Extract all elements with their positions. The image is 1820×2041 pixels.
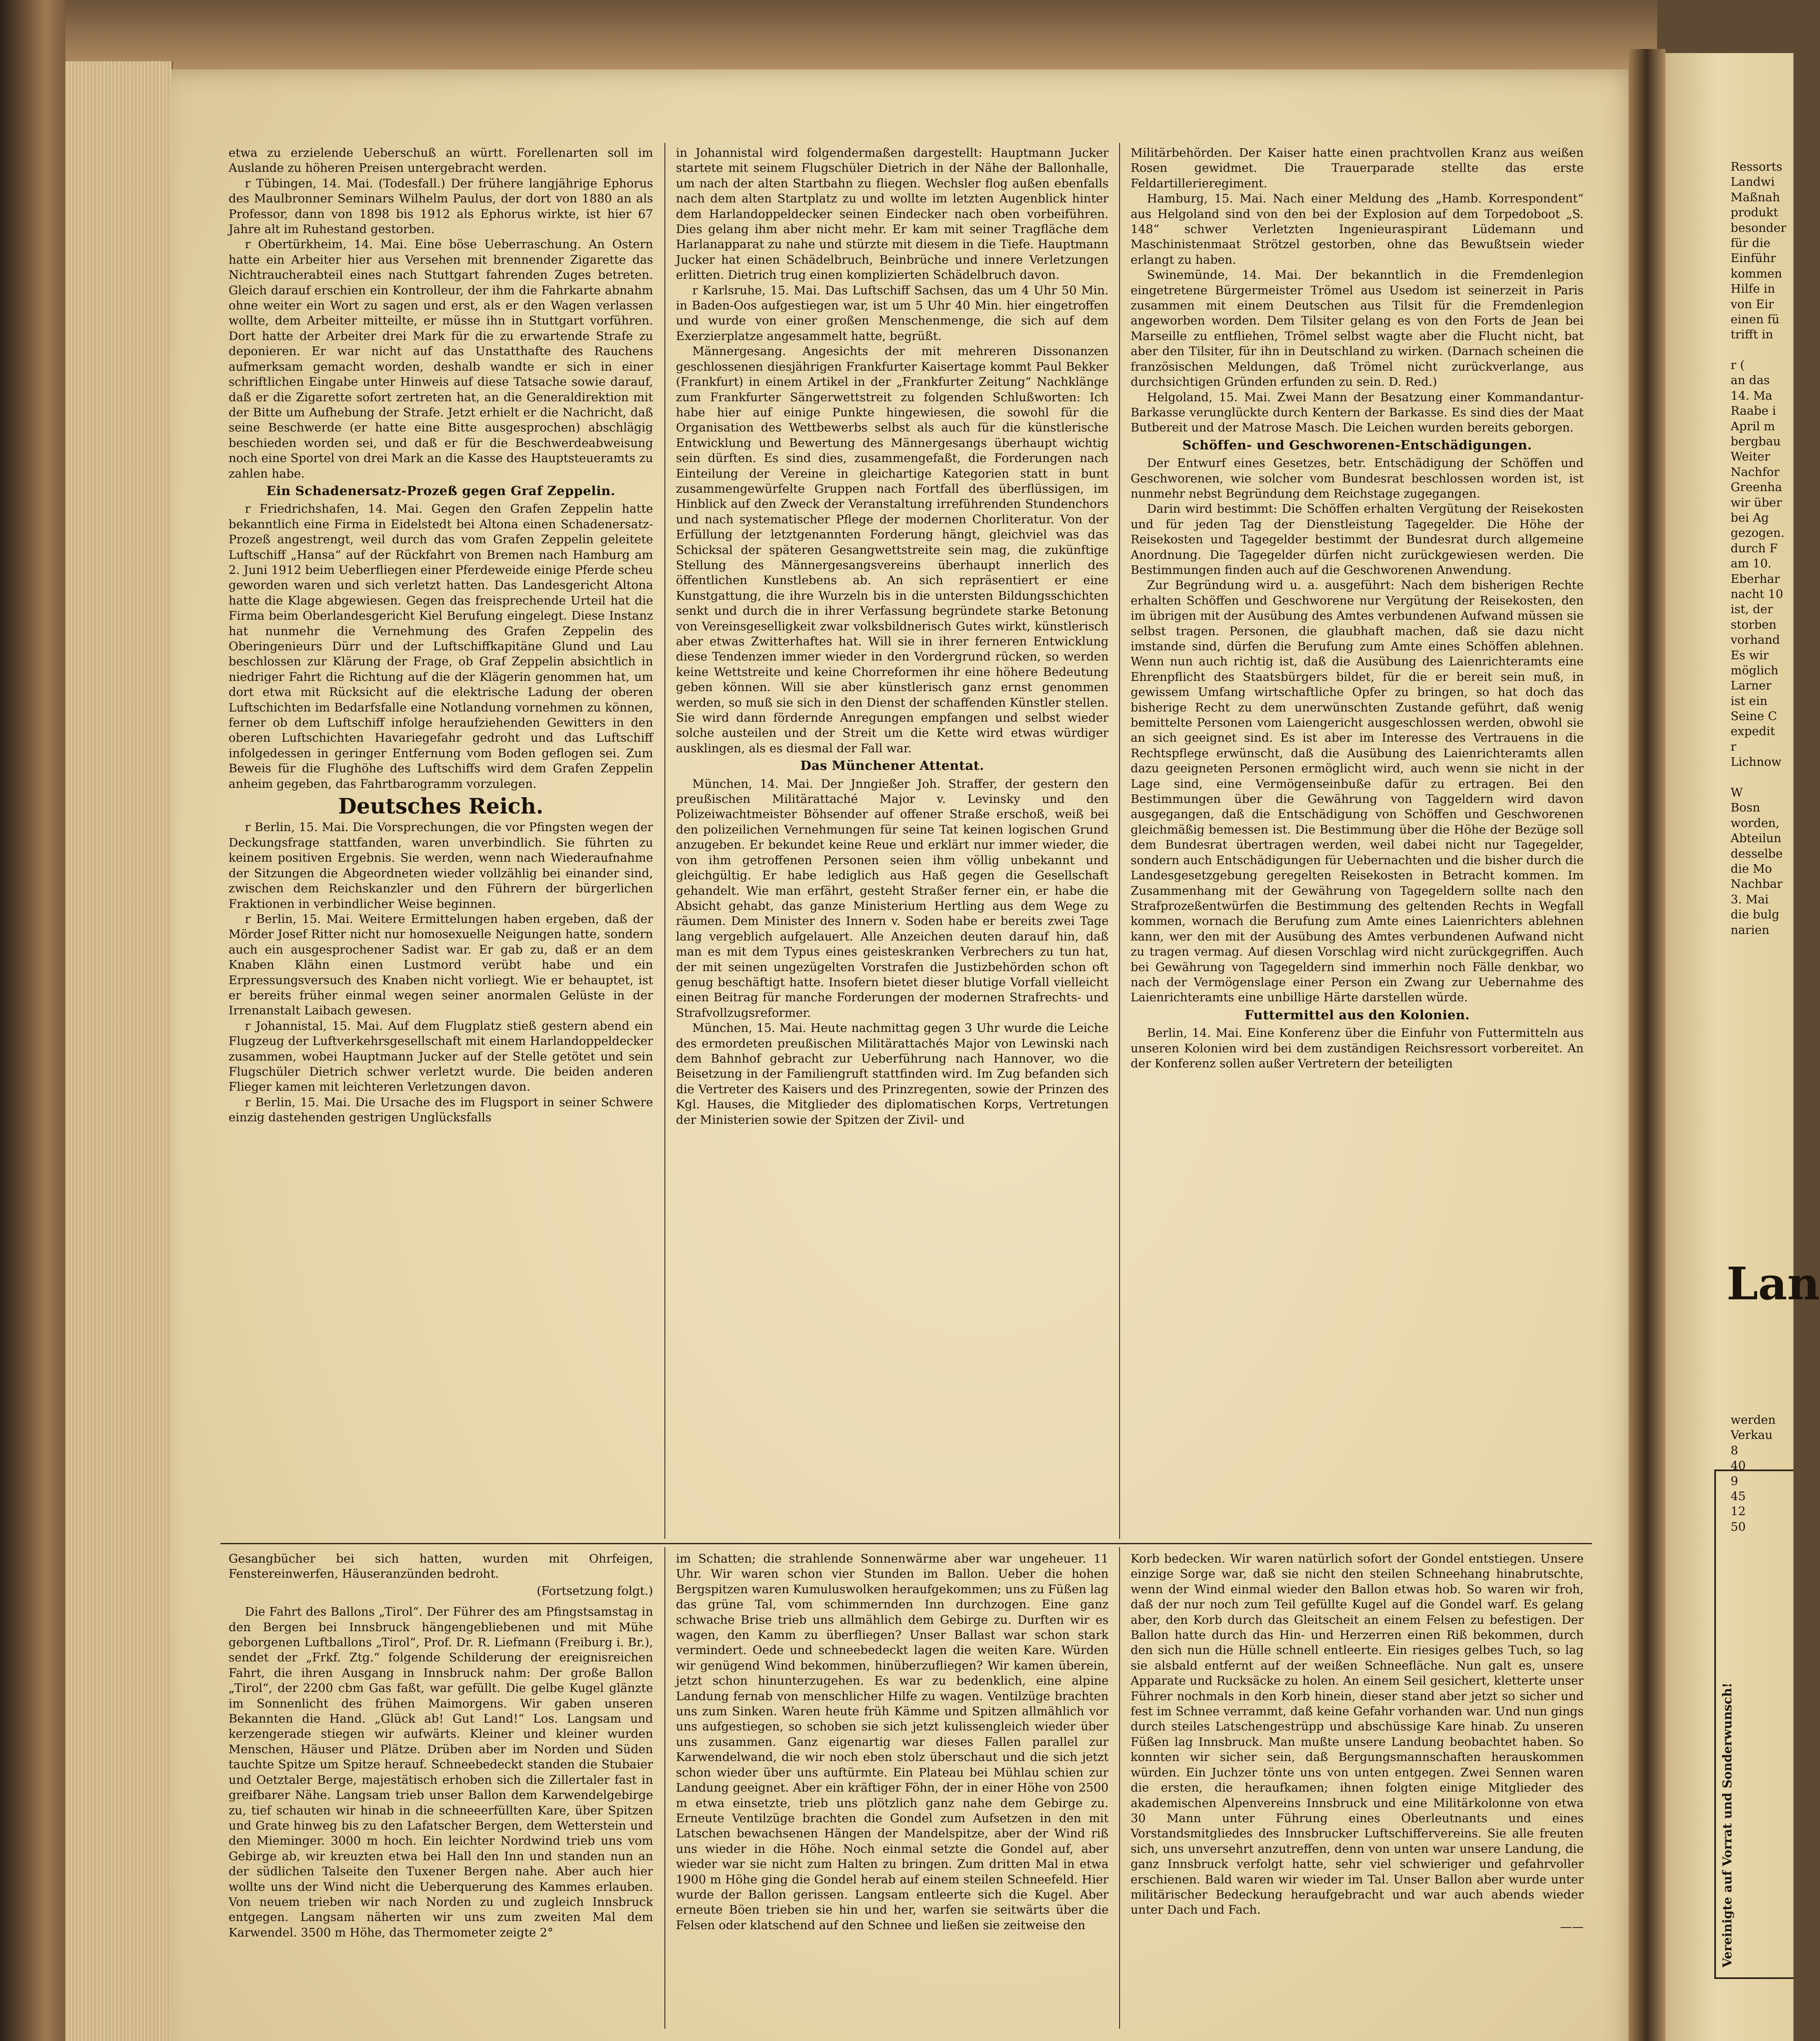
next-page-line: 40 <box>1731 1458 1746 1473</box>
next-page-line: produkt <box>1731 205 1778 220</box>
next-page-line: werden <box>1731 1413 1776 1427</box>
next-page-line: am 10. <box>1731 556 1772 571</box>
next-page-line: 45 <box>1731 1489 1746 1503</box>
next-page-line: 50 <box>1731 1519 1746 1534</box>
column-rule <box>1119 143 1120 1539</box>
article-paragraph: Korb bedecken. Wir waren natürlich sofort der Gondel entstiegen. Unsere einzige Sorge war, daß sie nicht den steilen Schneehang hinabrutschte, wenn der Wind einmal wieder den Ballon etwas hob. So waren wir froh, daß der nur noch zum Teil gefüllte Kugel auf die Gondel warf. Es gelang aber, den Korb durch das Gleitscheit an einem Felsen zu befestigen. Der Ballon hatte durch das Hin- und Herzerren einen Riß bekommen, durch den sich nun die Hülle schnell entleerte. Ein riesiges gelbes Tuch, so lag sie alsbald entfernt auf der weißen Schneefläche. Nun galt es, unsere Apparate und Rucksäcke zu holen. An einem Seil gesichert, kletterte unser Führer nochmals in den Korb hinein, dieser stand aber jetzt so sicher und fest im Schnee verrammt, daß keine Gefahr vorhanden war. Und nun gings durch steiles Latschengestrüpp und abschüssige Kare hinab. Zu unseren Füßen lag Innsbruck. Man mußte unsere Landung beobachtet haben. So konnten wir sicher sein, daß Bergungsmannschaften herauskommen würden. Ein Juchzer tönte uns von unten entgegen. Zwei Sennen waren die ersten, die heraufkamen; ihnen folgten einige Mitglieder des akademischen Alpenvereins Innsbruck und eine Militärkolonne von etwa 30 Mann unter Führung eines Oberleutnants und eines Vorstandsmitgliedes des Innsbrucker Luftschiffervereins. Sie alle freuten sich, uns unversehrt anzutreffen, denn von unten war unsere Landung, die ganz Innsbruck verfolgt hatte, sehr viel schwieriger und gefahrvoller erschienen. Bald waren wir wieder im Tal. Unser Ballon aber wurde unter militärischer Bedeckung heraufgebracht und war auch abends wieder unter Dach und Fach. <box>1131 1552 1584 1917</box>
next-page-line: bergbau <box>1731 434 1781 449</box>
section-rule <box>220 1543 1592 1544</box>
article-paragraph: r Berlin, 15. Mai. Weitere Ermittelungen haben ergeben, daß der Mörder Josef Ritter nicht nur homosexuelle Neigungen hatte, sondern auch ein ausgesprochener Sadist war. Er gab zu, daß er an dem Knaben Klähn einen Lustmord verübt habe und ein Erpressungsversuch des Knaben nicht vorliegt. Wie er behauptet, ist er bereits früher einmal wegen seiner anormalen Gelüste in der Irrenanstalt Laibach gewesen. <box>229 912 653 1018</box>
article-paragraph: Militärbehörden. Der Kaiser hatte einen prachtvollen Kranz aus weißen Rosen gewidmet. Die Trauerparade stellte das erste Feldartillerieregiment. <box>1131 146 1584 190</box>
next-page-line: Verkau <box>1731 1428 1773 1442</box>
next-page-line: 8 <box>1731 1443 1738 1457</box>
article-paragraph: Swinemünde, 14. Mai. Der bekanntlich in die Fremdenlegion eingetretene Bürgermeister Trömel aus Usedom ist seinerzeit in Paris zusammen mit einem Deutschen aus Tilsit für die Fremdenlegion angeworben worden. Dem Tilsiter gelang es von den Forts de Jean bei Marseille zu entfliehen, Trömel selbst wagte aber die Flucht nicht, bat aber den Tilsiter, für ihn in Deutschland zu wirken. (Darnach scheinen die französischen Meldungen, daß Trömel nicht zurückverlange, aus durchsichtigen Gründen erfunden zu sein. D. Red.) <box>1131 268 1584 389</box>
next-page-line: einen fü <box>1731 312 1780 326</box>
next-page-line: die bulg <box>1731 907 1780 922</box>
column-bottom-middle <box>676 1551 1109 1933</box>
article-paragraph: Zur Begründung wird u. a. ausgeführt: Nach dem bisherigen Rechte erhalten Schöffen und Geschworene nur Vergütung der Reisekosten, den im übrigen mit der Ausübung des Amtes verbundenen Aufwand müssen sie selbst tragen. Personen, die glaubhaft machen, daß sie dazu nicht imstande sind, dürfen die Berufung zum Amte eines Schöffen ablehnen. Wenn nun auch richtig ist, daß die Ausübung des Laienrichteramts eine Ehrenpflicht des Staatsbürgers bildet, für die er bereit sein muß, in gewissem Umfang wirtschaftliche Opfer zu bringen, so hat doch das bisherige Recht zu dem unerwünschten Zustande geführt, daß wenig bemittelte Personen vom Laiengericht ausgeschlossen werden, obwohl sie an sich geeignet sind. Es ist aber im Interesse des Vertrauens in die Rechtspflege erwünscht, daß die Ausübung des Laienrichteramts allen dazu geeigneten Personen ermöglicht wird, auch wenn sie nicht in der Lage sind, eine Vermögenseinbuße dafür zu ertragen. Bei den Bestimmungen über die Gewährung von Taggeldern wird davon ausgegangen, daß die Entschädigung von Schöffen und Geschworenen gleichmäßig bemessen ist. Die Bestimmung über die Höhe der Bezüge soll dem Bundesrat übertragen werden, weil dabei nicht nur Tagegelder, sondern auch Entschädigungen für Uebernachten und die bisher durch die Landesgesetzgebung geregelten Reisekosten in Betracht kommen. Im Zusammenhang mit der Gewährung von Tagegeldern sollte nach den Strafprozeßentwürfen die Bestimmung des geltenden Rechts in Wegfall kommen, wornach die Berufung zum Amte eines Laienrichters ablehnen kann, wer den mit der Ausübung des Amtes verbundenen Aufwand nicht zu tragen vermag. Auf diesen Vorschlag wird nicht zurückgegriffen. Auch bei Gewährung von Tagegeldern sind immerhin noch Fälle denkbar, wo nach der Vermögenslage einer Person ein Zwang zur Uebernahme des Laienrichteramts eine unbillige Härte darstellen würde. <box>1131 578 1584 1005</box>
article-heading: Das Münchener Attentat. <box>800 758 984 774</box>
article-paragraph: r Friedrichshafen, 14. Mai. Gegen den Grafen Zeppelin hatte bekanntlich eine Firma in Eidelstedt bei Altona einen Schadenersatz-Prozeß angestrengt, weil durch das vom Grafen Zeppelin geleitete Luftschiff „Hansa“ auf der Rückfahrt von Bremen nach Hamburg am 2. Juni 1912 beim Ueberfliegen einer Pferdeweide einige Pferde scheu geworden waren und sich verletzt hatten. Das Landesgericht Altona hatte die Klage abgewiesen. Gegen das freisprechende Urteil hat die Firma beim Oberlandesgericht Kiel Berufung eingelegt. Diese Instanz hat nunmehr die Vernehmung des Grafen Zeppelin des Oberingenieurs Dürr und der Luftschiffkapitäne Glund und Lau beschlossen zur Klärung der Frage, ob Graf Zeppelin absichtlich in niedriger Fahrt die Richtung auf die der Klägerin genommen hat, um dort etwa mit Rücksicht auf die elektrische Ladung der oberen Luftschichten im Bedarfsfalle eine Notlandung vornehmen zu können, ferner ob dem Luftschiff infolge heraufziehenden Gewitters in den oberen Luftschichten Havariegefahr gedroht und das Luftschiff infolgedessen in geringer Entfernung vom Boden geflogen sei. Zum Beweis für die Flughöhe des Luftschiffs wird dem Grafen Zeppelin anheim gegeben, das Fahrtbarogramm vorzulegen. <box>229 502 653 791</box>
next-page-line: Abteilun <box>1731 831 1782 845</box>
book-gutter <box>1629 49 1665 2041</box>
column-bottom-right <box>1131 1551 1584 1940</box>
next-page-line: Hilfe in <box>1731 282 1775 296</box>
next-page-fragments <box>1731 159 1792 938</box>
next-page-line: 3. Mai <box>1731 892 1769 906</box>
next-page-line: Weiter <box>1731 449 1770 464</box>
next-page-headline: Lan <box>1727 1257 1820 1310</box>
article-paragraph: Helgoland, 15. Mai. Zwei Mann der Besatzung einer Kommandantur-Barkasse verunglückte durch Kentern der Barkasse. Es sind dies der Maat Butbereit und der Matrose Masch. Die Leichen wurden bereits geborgen. <box>1131 390 1584 435</box>
next-page-line: 9 <box>1731 1474 1738 1488</box>
article-paragraph: etwa zu erzielende Ueberschuß an württ. Forellenarten soll im Auslande zu höheren Preisen untergebracht werden. <box>229 146 653 175</box>
next-page-line: Einführ <box>1731 251 1776 265</box>
continuation-note: —— <box>1560 1919 1584 1934</box>
next-page-line: narien <box>1731 923 1769 937</box>
column-rule <box>1119 1547 1120 2029</box>
next-page-line: von Eir <box>1731 297 1774 311</box>
column-bottom-left <box>229 1551 653 1940</box>
next-page-line: kommen <box>1731 266 1782 280</box>
next-page-line: Seine C <box>1731 709 1777 723</box>
next-page-line: storben <box>1731 617 1777 631</box>
next-page-line: W <box>1731 785 1743 800</box>
next-page-line: Nachbar <box>1731 877 1783 891</box>
column-rule <box>664 1547 665 2029</box>
article-paragraph: r Berlin, 15. Mai. Die Vorsprechungen, die vor Pfingsten wegen der Deckungsfrage stattfanden, waren unverbindlich. Sie führten zu keinem positiven Ergebnis. Sie werden, wenn nach Wiederaufnahme der Sitzungen die Abgeordneten wieder vollzählig bei einander sind, zwischen dem Reichskanzler und den Führern der bürgerlichen Fraktionen in verbindlicher Weise beginnen. <box>229 820 653 911</box>
next-page-line: die Mo <box>1731 861 1772 876</box>
next-page-line: Bosn <box>1731 800 1760 815</box>
next-page-line: r ( <box>1731 358 1745 372</box>
next-page-line: Larner <box>1731 678 1772 693</box>
article-paragraph: München, 14. Mai. Der Jnngießer Joh. Straffer, der gestern den preußischen Militärattaché Major v. Levinsky und den Polizeiwachtmeister Böhsender auf offener Straße erschoß, weiß bei den polizeilichen Vernehmungen für seine Tat keinen logischen Grund anzugeben. Er bekundet keine Reue und erklärt nur immer wieder, die von ihm getroffenen Personen seien ihm völlig unbekannt und gleichgültig. Er habe lediglich aus Haß gegen die Gesellschaft gehandelt. Wie man erfährt, gesteht Straßer ferner ein, er habe die Absicht gehabt, das ganze Ministerium Hertling aus dem Wege zu räumen. Dem Minister des Innern v. Soden habe er bereits zwei Tage lang vergeblich aufgelauert. Alle Anzeichen deuten darauf hin, daß man es mit dem Typus eines geisteskranken Verbrechers zu tun hat, der mit seinen ungezügelten Vorstrafen die Justizbehörden schon oft genug beschäftigt hatte. Insofern bietet dieser blutige Vorfall vielleicht einen Beitrag für manche Forderungen der modernen Strafrechts- und Strafvollzugsreformer. <box>676 776 1109 1020</box>
next-page-line: April m <box>1731 419 1775 433</box>
next-page-line: Lichnow <box>1731 755 1782 769</box>
article-paragraph: Hamburg, 15. Mai. Nach einer Meldung des „Hamb. Korrespondent“ aus Helgoland sind von den bei der Explosion auf dem Torpedoboot „S. 148“ schwer Verletzten Ingenieuraspirant Lüdemann und Maschinistenmaat Strötzel gestorben, ohne das Bewußtsein wieder erlangt zu haben. <box>1131 191 1584 267</box>
book-cover-top <box>65 0 1657 78</box>
next-page-line: worden, <box>1731 816 1780 830</box>
column-rule <box>664 143 665 1539</box>
article-paragraph: Gesangbücher bei sich hatten, wurden mit Ohrfeigen, Fenstereinwerfen, Häuseranzünden bedroht. <box>229 1552 653 1581</box>
next-page-line: Landwi <box>1731 175 1775 189</box>
next-page-line: bei Ag <box>1731 510 1769 525</box>
continuation-note: (Fortsetzung folgt.) <box>536 1583 653 1598</box>
next-page-line: ist, der <box>1731 602 1773 616</box>
next-page-line: expedit <box>1731 724 1775 738</box>
section-heading: Deutsches Reich. <box>338 794 544 819</box>
article-paragraph: im Schatten; die strahlende Sonnenwärme aber war ungeheuer. 11 Uhr. Wir waren schon vier Stunden im Ballon. Ueber die hohen Bergspitzen waren Kumuluswolken heraufgekommen; uns zu Füßen lag das grüne Tal, vom schimmernden Inn durchzogen. Eine ganz schwache Brise trieb uns allmählich dem Gebirge zu. Durften wir es wagen, den Kamm zu überfliegen? Unser Ballast war schon stark vermindert. Oede und schneebedeckt lagen die weiten Kare. Würden wir genügend Wind bekommen, hinüberzufliegen? Wir kamen überein, jetzt schon hinunterzugehen. Es war zu bedenklich, eine alpine Landung fernab von menschlicher Hilfe zu wagen. Ventilzüge brachten uns zum Sinken. Waren heute früh Kämme und Spitzen allmählich vor uns aufgestiegen, so schoben sie sich jetzt kulissengleich wieder über uns zusammen. Ganz eigenartig war dieses Fallen parallel zur Karwendelwand, die wir noch eben stolz überschaut und die sich jetzt schon wieder über uns auftürmte. Ein Plateau bei Mühlau schien zur Landung geeignet. Aber ein kräftiger Föhn, der in einer Höhe von 2500 m etwa einsetzte, trieb uns plötzlich ganz nahe dem Gebirge zu. Erneute Ventilzüge brachten die Gondel zum Aufsetzen in den mit Latschen bewachsenen Hängen der Mandelspitze, aber der Wind riß uns wieder in die Höhe. Noch einmal setzte die Gondel auf, aber wieder war sie nicht zum Halten zu bringen. Zum dritten Mal in etwa 1900 m Höhe ging die Gondel herab auf einem steilen Schneefeld. Hier wurde der Ballon gerissen. Langsam entleerte sich die Kugel. Aber erneute Böen trieben sie hin und her, warfen sie seitwärts über die Felsen oder klatschend auf den Schnee und ließen sie zeitweise den <box>676 1552 1109 1932</box>
article-paragraph: Männergesang. Angesichts der mit mehreren Dissonanzen geschlossenen diesjährigen Frankfurter Kaisertage kommt Paul Bekker (Frankfurt) in einem Artikel in der „Frankfurter Zeitung“ Nachklänge zum Frankfurter Sängerwettstreit zu folgenden Schlußworten: Ich habe hier auf einige Punkte hingewiesen, die sowohl für die Organisation des Wettbewerbs selbst als auch für die künstlerische Entwicklung und Bewertung des Männergesangs überhaupt wichtig sein dürften. Es sind dies, zusammengefaßt, die Forderungen nach Einteilung der Vereine in gleichartige Kategorien statt in bunt zusammengewürfelte Gruppen nach Fortfall des überflüssigen, im Hinblick auf den Zweck der Veranstaltung irreführenden Stundenchors und nach systematischer Pflege der modernen Chorliteratur. Von der Erfüllung der letztgenannten Forderung hängt, gleichviel was das Schicksal der späteren Gesangwettstreite sein mag, die zukünftige Stellung des Männergesangsvereins überhaupt innerlich des öffentlichen Kunstlebens ab. An sich repräsentiert er eine Kunstgattung, die ihre Wurzeln bis in die untersten Bildungsschichten senkt und durch die in ihrer Verfassung begründete starke Betonung von Vereinsgeselligkeit zwar volksbildnerisch Gutes wirkt, künstlerisch aber etwas Zwitterhaftes hat. Will sie in ihrer ferneren Entwicklung diese Tendenzen immer wieder in den Vordergrund rücken, so werden keine Wettstreite und keine Chorreformen ihr eine höhere Bedeutung geben können. Will sie aber künstlerisch ganz ernst genommen werden, so muß sie sich in den Dienst der schaffenden Künstler stellen. Sie wird dann fördernde Anregungen empfangen und selbst wieder solche austeilen und der Streit um die Kette wird etwas würdiger ausklingen, als es diesmal der Fall war. <box>676 344 1109 755</box>
column-top-right <box>1131 145 1584 1071</box>
next-page-line: wir über <box>1731 495 1782 509</box>
next-page-line: Es wir <box>1731 648 1769 662</box>
article-heading: Schöffen- und Geschworenen-Entschädigungen. <box>1182 438 1532 453</box>
next-page-line: ist ein <box>1731 694 1768 708</box>
article-paragraph: r Tübingen, 14. Mai. (Todesfall.) Der frühere langjährige Ephorus des Maulbronner Seminars Wilhelm Paulus, der dort von 1880 an als Professor, dann von 1898 bis 1912 als Ephorus wirkte, ist hier 67 Jahre alt im Ruhestand gestorben. <box>229 176 653 236</box>
next-page-line: Raabe i <box>1731 404 1776 418</box>
next-page-line: vorhand <box>1731 633 1780 647</box>
article-paragraph: r Obertürkheim, 14. Mai. Eine böse Ueberraschung. An Ostern hatte ein Arbeiter hier aus Versehen mit brennender Zigarette das Nichtraucherabteil eines nach Stuttgart fahrenden Zuges betreten. Gleich darauf erschien ein Kontrolleur, der ihm die Fahrkarte abnahm ohne weiter ein Wort zu sagen und erst, als er den Wagen verlassen wollte, dem Arbeiter mitteilte, er müsse ihn in Stuttgart vorführen. Dort hatte der Arbeiter drei Mark für die zu erwartende Strafe zu deponieren. Er war nicht auf das Unstatthafte des Rauchens aufmerksam gemacht worden, deshalb wandte er sich in einer schriftlichen Eingabe unter Hinweis auf diese Tatsache sowie darauf, daß er die Zigarette sofort zertreten hat, an die Generaldirektion mit der Bitte um Aufhebung der Strafe. Jetzt erhielt er die Nachricht, daß seine Beschwerde (er hatte eine Bitte ausgesprochen) abschlägig beschieden worden sei, und daß er für die Beschwerdeabweisung noch eine Sportel von drei Mark an die Kasse des Hauptsteueramts zu zahlen habe. <box>229 237 653 480</box>
next-page-line: gezogen. <box>1731 526 1785 540</box>
next-page-line: an das <box>1731 373 1770 387</box>
next-page-line: für die <box>1731 236 1771 250</box>
next-page-line: Greenha <box>1731 480 1782 494</box>
article-paragraph: r Karlsruhe, 15. Mai. Das Luftschiff Sachsen, das um 4 Uhr 50 Min. in Baden-Oos aufgestiegen war, ist um 5 Uhr 40 Min. hier eingetroffen und wurde von einer großen Menschenmenge, die sich auf dem Exerzierplatze angesammelt hatte, begrüßt. <box>676 283 1109 343</box>
book-spine <box>0 0 65 2041</box>
article-paragraph: Darin wird bestimmt: Die Schöffen erhalten Vergütung der Reisekosten und für jeden Tag der Dienstleistung Tagegelder. Die Höhe der Reisekosten und Tagegelder bestimmt der Bundesrat durch allgemeine Anordnung. Die Tagegelder dürfen nicht zurückgewiesen werden. Die Bestimmungen finden auch auf die Geschworenen Anwendung. <box>1131 502 1584 577</box>
next-page-line: r <box>1731 739 1736 754</box>
next-page-line: trifft in <box>1731 327 1773 342</box>
page-edges <box>65 61 173 2041</box>
article-paragraph: Die Fahrt des Ballons „Tirol“. Der Führer des am Pfingstsamstag in den Bergen bei Innsbruck hängengebliebenen und mit Mühe geborgenen Luftballons „Tirol“, Prof. Dr. R. Liefmann (Freiburg i. Br.), sendet der „Frkf. Ztg.“ folgende Schilderung der ereignisreichen Fahrt, die ihren Ausgang in Innsbruck nahm: Der große Ballon „Tirol“, der 2200 cbm Gas faßt, war gefüllt. Die gelbe Kugel glänzte im Sonnenlicht des frühen Maimorgens. Wir gaben unseren Bekannten die Hand. „Glück ab! Gut Land!“ Los. Langsam und kerzengerade stiegen wir aufwärts. Kleiner und kleiner wurden Menschen, Häuser und Plätze. Drüben aber im Norden und Süden tauchte Spitze um Spitze herauf. Schneebedeckt standen die Stubaier und Oetztaler Berge, majestätisch erhoben sich die Zillertaler fast in greifbarer Nähe. Langsam trieb unser Ballon dem Karwendelgebirge zu, tief schauten wir hinab in die schneeerfüllten Kare, über Spitzen und Grate hinweg bis zu den Lafatscher Bergen, dem Wetterstein und den Mieminger. 3000 m hoch. Ein leichter Nordwind trieb uns vom Gebirge ab, wir kreuzten etwa bei Hall den Inn und standen nun an der südlichen Talseite den Tuxener Bergen nahe. Aber auch hier wollte uns der Wind nicht die Ueberquerung des Kammes erlauben. Von neuem trieben wir nach Norden zu und zugleich Innsbruck entgegen. Langsam näherten wir uns zum zweiten Mal dem Karwendel. 3500 m Höhe, das Thermometer zeigte 2° <box>229 1605 653 1939</box>
next-page-line: durch F <box>1731 541 1778 555</box>
article-heading: Ein Schadenersatz-Prozeß gegen Graf Zeppelin. <box>266 483 616 498</box>
next-page-line <box>1731 342 1792 358</box>
next-page-line: besonder <box>1731 220 1787 235</box>
advertisement-text: Vereinigte auf Vorrat und Sonderwunsch! <box>1720 1683 1735 1968</box>
article-paragraph: Der Entwurf eines Gesetzes, betr. Entschädigung der Schöffen und Geschworenen, wie solcher vom Bundesrat beschlossen worden ist, ist nunmehr nebst Begründung dem Reichstage zugegangen. <box>1131 456 1584 500</box>
next-page-line: Maßnah <box>1731 190 1780 204</box>
article-paragraph: Berlin, 14. Mai. Eine Konferenz über die Einfuhr von Futtermitteln aus unseren Kolonien wird bei dem zuständigen Reichsressort vorbereitet. An der Konferenz sollen außer Vertretern der beteiligten <box>1131 1026 1584 1070</box>
next-page-line: möglich <box>1731 663 1778 677</box>
article-heading: Futtermittel aus den Kolonien. <box>1244 1007 1470 1023</box>
article-paragraph: in Johannistal wird folgendermaßen dargestellt: Hauptmann Jucker startete mit seinem Flugschüler Dietrich in der Nähe der Ballonhalle, um nach der alten Startbahn zu fliegen. Wechsler flog außen ebenfalls nach dem alten Startplatz zu und wollte im letzten Augenblick hinter dem Harlandoppeldecker seinen Eindecker nach oben vorbeiführen. Dies gelang ihm aber nicht mehr. Er kam mit seiner Tragfläche dem Harlanapparat zu nahe und stürzte mit diesem in die Tiefe. Hauptmann Jucker hat einen Schädelbruch, Beinbrüche und innere Verletzungen erlitten. Dietrich trug einen komplizierten Schädelbruch davon. <box>676 146 1109 282</box>
next-page-line: Ressorts <box>1731 160 1782 173</box>
next-page-line: Eberhar <box>1731 571 1780 586</box>
next-page-line <box>1731 770 1792 785</box>
column-top-left <box>229 145 653 1125</box>
column-top-middle <box>676 145 1109 1127</box>
next-page-line: 12 <box>1731 1504 1746 1519</box>
article-paragraph: r Berlin, 15. Mai. Die Ursache des im Flugsport in seiner Schwere einzig dastehenden gestrigen Unglücksfalls <box>229 1095 653 1125</box>
next-page-line: desselbe <box>1731 846 1783 860</box>
article-paragraph: r Johannistal, 15. Mai. Auf dem Flugplatz stieß gestern abend ein Flugzeug der Luftverkehrsgesellschaft mit einem Harlandoppeldecker zusammen, wobei Hauptmann Jucker auf der Stelle getötet und sein Flugschüler Dietrich schwer verletzt wurde. Die beiden anderen Flieger kamen mit leichteren Verletzungen davon. <box>229 1018 653 1094</box>
next-page-line: Nachfor <box>1731 465 1780 479</box>
next-page-line: nacht 10 <box>1731 587 1783 601</box>
article-paragraph: München, 15. Mai. Heute nachmittag gegen 3 Uhr wurde die Leiche des ermordeten preußischen Militärattachés Major von Lewinski nach dem Bahnhof gebracht zur Ueberführung nach Hannover, wo die Beisetzung in der Familiengruft stattfinden wird. Im Zug befanden sich die Vertreter des Kaisers und des Prinzregenten, sowie der Prinzen des Kgl. Hauses, die Mitglieder des diplomatischen Korps, Vertretungen der Ministerien sowie der Spitzen der Zivil- und <box>676 1021 1109 1127</box>
next-page-line: 14. Ma <box>1731 388 1773 402</box>
